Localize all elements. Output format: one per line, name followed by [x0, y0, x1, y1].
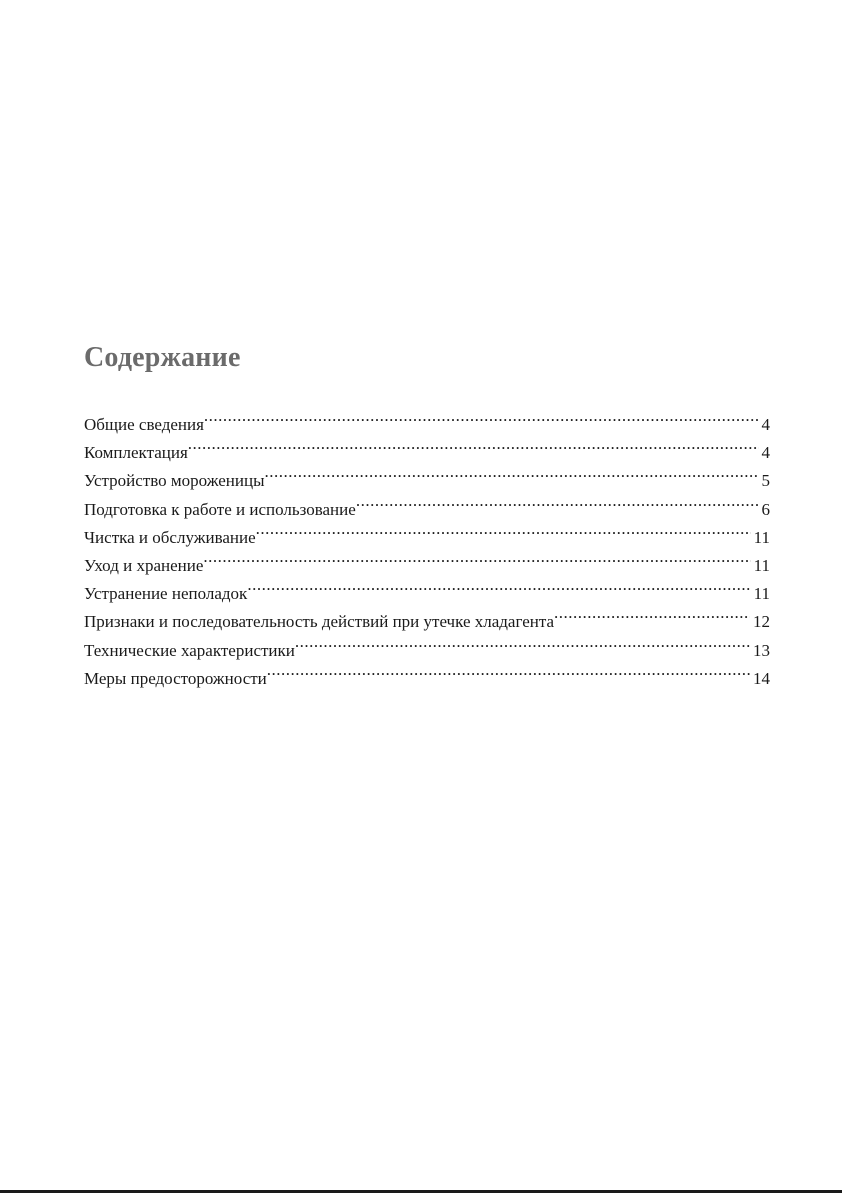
toc-page-number: 11 [753, 584, 770, 604]
toc-dot-leader [554, 599, 750, 627]
toc-page-number: 12 [753, 612, 770, 632]
toc-entry-text: Устранение неполадок [84, 584, 248, 604]
toc-dot-leader [356, 487, 759, 515]
toc-dot-leader [265, 458, 759, 486]
toc-entry-text: Технические характеристики [84, 640, 295, 660]
toc-page-number: 5 [761, 471, 770, 491]
toc-page-number: 4 [761, 415, 770, 434]
toc-dot-leader [203, 543, 750, 571]
toc-page-number: 11 [753, 555, 770, 575]
table-of-contents [84, 402, 770, 688]
toc-dot-leader [256, 515, 751, 543]
toc-entry-text: Подготовка к работе и использование [84, 499, 356, 519]
toc-dot-leader [295, 628, 750, 656]
toc-page-number: 6 [761, 499, 770, 519]
toc-entry-text: Уход и хранение [84, 555, 204, 575]
toc-dot-leader [247, 571, 750, 599]
toc-page-number: 14 [753, 668, 770, 688]
toc-entry [84, 402, 770, 434]
toc-entry [84, 430, 770, 463]
toc-page-number: 11 [753, 527, 770, 547]
toc-page-number: 4 [761, 443, 770, 463]
toc-page-number: 13 [753, 640, 770, 660]
toc-dot-leader [188, 430, 759, 458]
toc-title: Содержание [84, 342, 241, 373]
toc-entry-text: Чистка и обслуживание [84, 527, 256, 547]
toc-dot-leader [267, 656, 750, 684]
toc-dot-leader [204, 402, 759, 430]
toc-entry-text: Меры предосторожности [84, 668, 267, 688]
toc-entry-text: Общие сведения [84, 415, 204, 434]
toc-entry-text: Устройство мороженицы [84, 471, 265, 491]
toc-entry-text: Комплектация [84, 443, 188, 463]
toc-entry-text: Признаки и последовательность действий при утечке хладагента [84, 612, 555, 632]
